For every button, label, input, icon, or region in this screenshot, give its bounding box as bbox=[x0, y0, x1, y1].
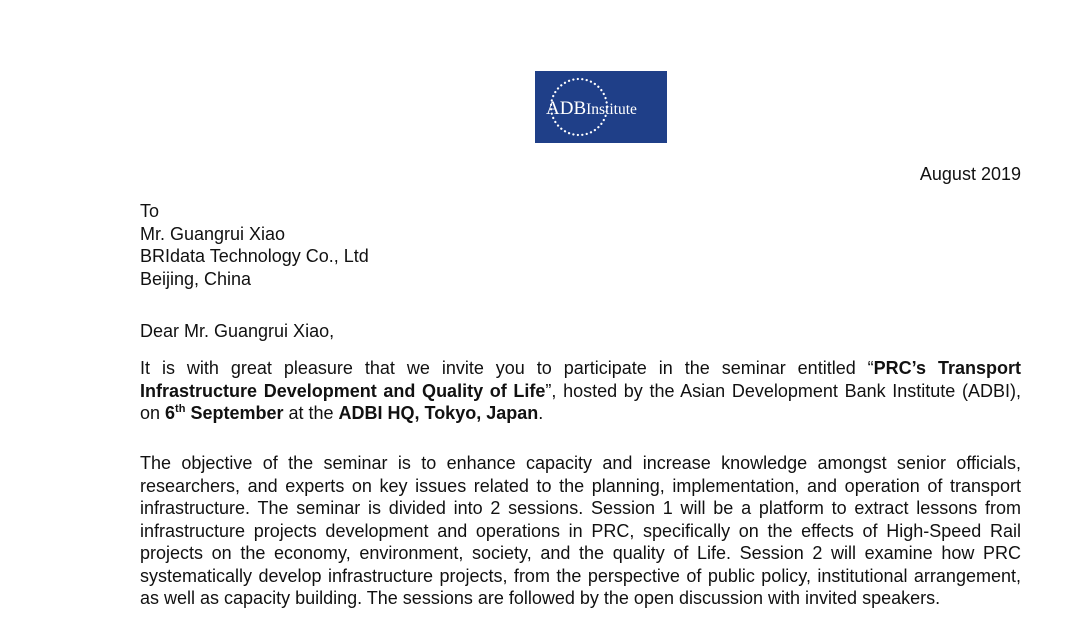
logo-text-institute: Institute bbox=[586, 101, 637, 118]
seminar-day bbox=[165, 403, 283, 423]
seminar-day-suffix: th bbox=[175, 403, 186, 415]
letter-date: August 2019 bbox=[919, 164, 1021, 184]
para1-host: ”, hosted by the Asian Development Bank Institute (ADBI), on bbox=[140, 380, 1021, 423]
objective-paragraph: The objective of the seminar is to enhance capacity and increase knowledge amongst senior officials, researchers, and experts on key issues related to the planning, implementation, and operation of transport infrastructure. The seminar is divided into 2 sessions. Session 1 will be a platform to extract lessons from infrastructure projects development and operations in PRC, specifically on the effects of High-Speed Rail projects on the economy, environment, society, and the quality of Life. Session 2 will examine how PRC systematically develop infrastructure projects, from the perspective of public policy, institutional arrangement, as well as capacity building. The sessions are followed by the open discussion with invited speakers. bbox=[140, 453, 1021, 608]
recipient-company: BRIdata Technology Co., Ltd bbox=[140, 246, 369, 266]
recipient-location: Beijing, China bbox=[140, 268, 252, 289]
address-to: To bbox=[140, 201, 160, 221]
para1-at: at the bbox=[283, 403, 339, 423]
svg-text:ADBInstitute bbox=[546, 98, 637, 119]
adbi-logo-mark bbox=[535, 71, 667, 143]
recipient-name: Mr. Guangrui Xiao bbox=[140, 223, 286, 244]
seminar-day-number: 6 bbox=[165, 403, 176, 423]
invitation-paragraph bbox=[140, 357, 1021, 425]
seminar-venue: ADBI HQ, Tokyo, Japan bbox=[338, 403, 539, 423]
adbi-logo bbox=[535, 71, 667, 143]
seminar-month: September bbox=[185, 403, 284, 423]
recipient-address bbox=[140, 200, 369, 290]
para1-end: . bbox=[538, 403, 544, 423]
para1-lead: It is with great pleasure that we invite you to participate in the seminar entitled “ bbox=[140, 358, 874, 378]
seminar-title: PRC’s Transport Infrastructure Development and Quality of Life bbox=[140, 358, 1021, 401]
salutation: Dear Mr. Guangrui Xiao, bbox=[140, 321, 335, 341]
logo-text-adb: ADB bbox=[546, 98, 587, 119]
